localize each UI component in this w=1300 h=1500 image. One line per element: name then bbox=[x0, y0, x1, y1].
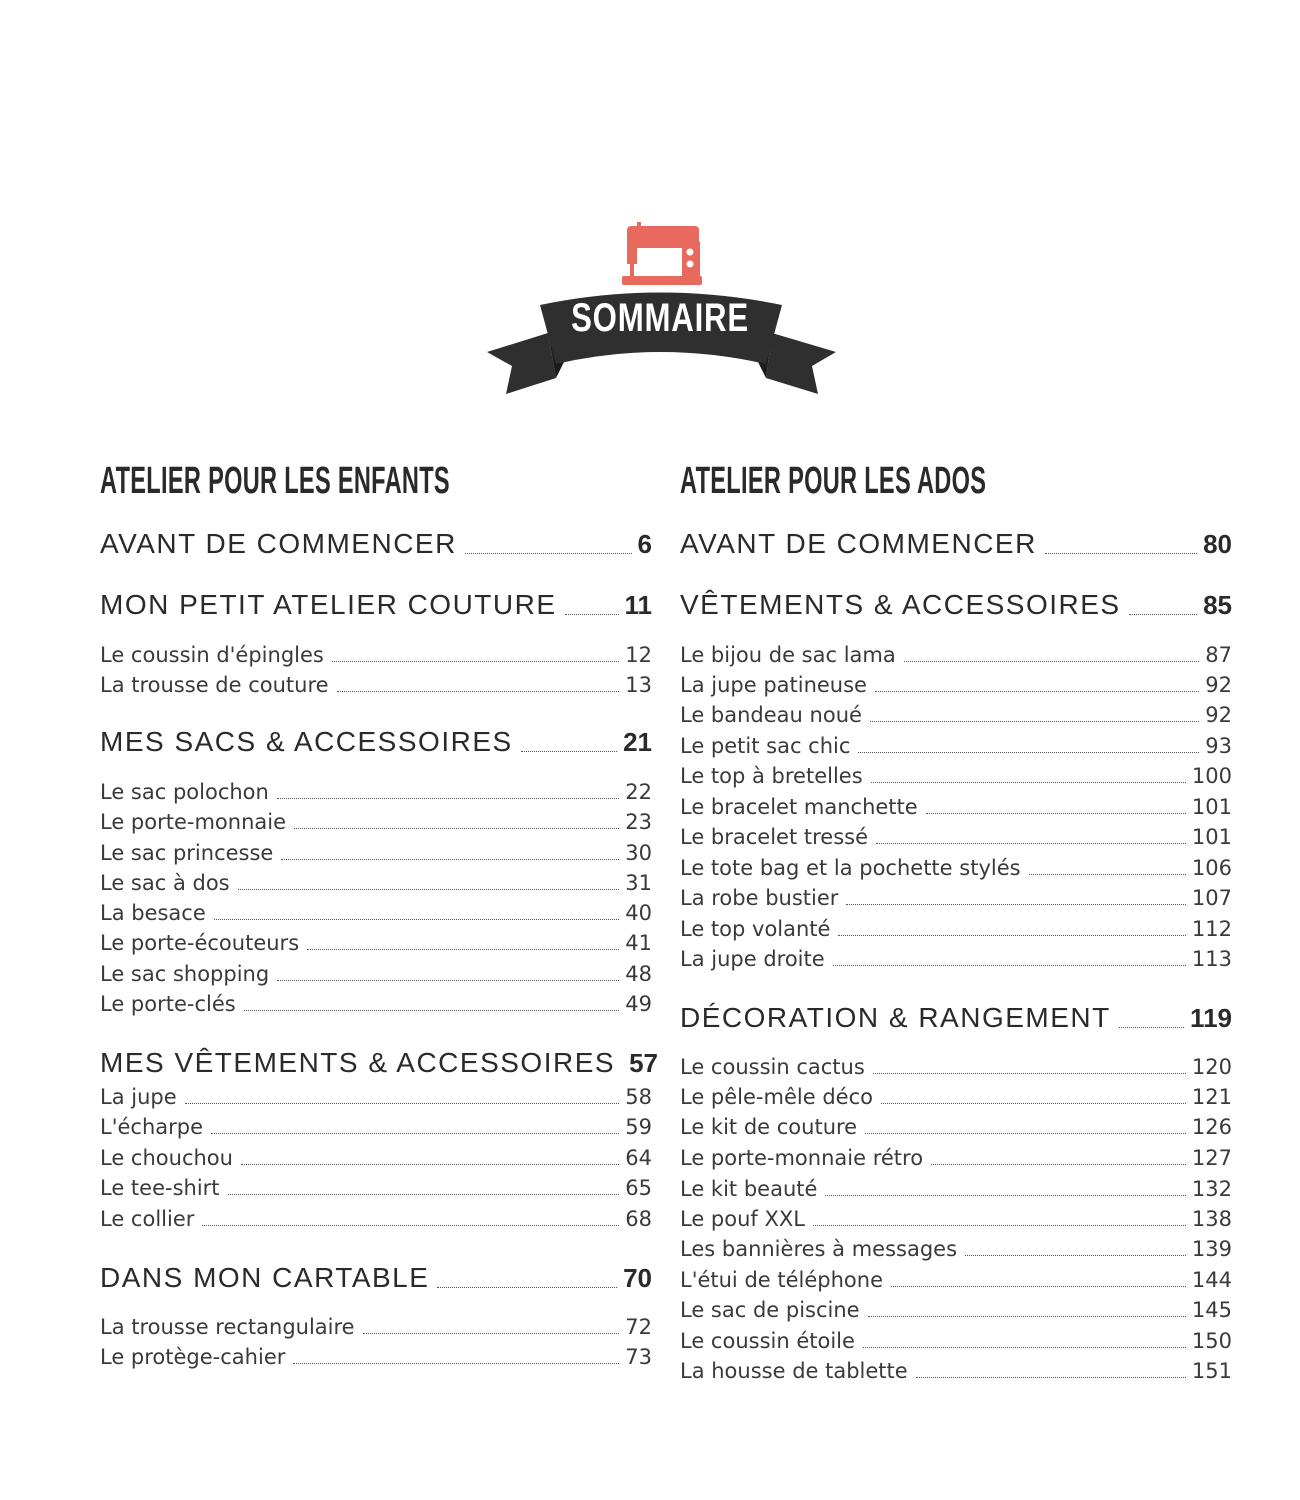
toc-item-row bbox=[680, 1266, 1232, 1294]
item-title: Le kit beauté bbox=[680, 1177, 818, 1201]
page-number: 92 bbox=[1205, 673, 1232, 697]
dot-leader bbox=[1119, 1027, 1184, 1028]
toc-item-row bbox=[680, 1235, 1232, 1263]
dot-leader bbox=[337, 691, 620, 692]
column-title: ATELIER POUR LES ENFANTS bbox=[100, 460, 450, 502]
dot-leader bbox=[926, 813, 1186, 814]
page-number: 23 bbox=[625, 810, 652, 834]
section-title: VÊTEMENTS & ACCESSOIRES bbox=[680, 589, 1121, 620]
page-number: 6 bbox=[637, 529, 652, 559]
toc-item-row bbox=[100, 671, 652, 699]
toc-item-row bbox=[680, 823, 1232, 851]
dot-leader bbox=[876, 843, 1186, 844]
dot-leader bbox=[277, 980, 619, 981]
toc-item-row bbox=[100, 899, 652, 927]
item-title: Le bracelet manchette bbox=[680, 795, 918, 819]
toc-item-row bbox=[100, 778, 652, 806]
toc-item-row bbox=[100, 1205, 652, 1233]
dot-leader bbox=[1045, 553, 1197, 554]
toc-item-row bbox=[100, 1313, 652, 1341]
item-title: Le porte-monnaie rétro bbox=[680, 1146, 924, 1170]
page-number: 40 bbox=[625, 901, 652, 925]
page-number: 101 bbox=[1191, 825, 1232, 849]
page-number: 127 bbox=[1191, 1146, 1232, 1170]
dot-leader bbox=[238, 889, 620, 890]
dot-leader bbox=[307, 949, 619, 950]
item-title: La jupe patineuse bbox=[680, 673, 867, 697]
toc-section-row bbox=[100, 1046, 658, 1080]
page-number: 58 bbox=[625, 1085, 652, 1109]
dot-leader bbox=[931, 1164, 1186, 1165]
item-title: Le coussin d'épingles bbox=[100, 643, 324, 667]
item-title: Le porte-monnaie bbox=[100, 810, 287, 834]
dot-leader bbox=[363, 1333, 620, 1334]
page-number: 21 bbox=[623, 727, 652, 757]
toc-item-row bbox=[680, 732, 1232, 760]
toc-item-row bbox=[680, 1327, 1232, 1355]
page-number: 132 bbox=[1191, 1177, 1232, 1201]
toc-item-row bbox=[680, 1144, 1232, 1172]
item-title: Le sac de piscine bbox=[680, 1298, 860, 1322]
page-number: 70 bbox=[623, 1263, 652, 1293]
page-number: 72 bbox=[625, 1315, 652, 1339]
page-number: 121 bbox=[1191, 1085, 1232, 1109]
page-number: 112 bbox=[1191, 917, 1232, 941]
toc-item-row bbox=[680, 641, 1232, 669]
page-number: 113 bbox=[1191, 947, 1232, 971]
page-number: 120 bbox=[1191, 1055, 1232, 1079]
item-title: La robe bustier bbox=[680, 886, 839, 910]
dot-leader bbox=[838, 935, 1185, 936]
dot-leader bbox=[565, 614, 619, 615]
section-title: AVANT DE COMMENCER bbox=[100, 528, 457, 559]
dot-leader bbox=[185, 1103, 620, 1104]
dot-leader bbox=[244, 1010, 620, 1011]
page-number: 151 bbox=[1191, 1359, 1232, 1383]
page-number: 139 bbox=[1191, 1237, 1232, 1261]
item-title: Le sac shopping bbox=[100, 962, 270, 986]
toc-item-row bbox=[680, 1053, 1232, 1081]
section-title: MES SACS & ACCESSOIRES bbox=[100, 726, 513, 757]
toc-column-children bbox=[100, 455, 658, 1369]
section-title: AVANT DE COMMENCER bbox=[680, 528, 1037, 559]
page-number: 85 bbox=[1203, 590, 1232, 620]
toc-item-row bbox=[680, 1113, 1232, 1141]
toc-item-row bbox=[100, 869, 652, 897]
toc-section-row bbox=[100, 588, 652, 622]
item-title: Le top à bretelles bbox=[680, 764, 863, 788]
dot-leader bbox=[833, 965, 1186, 966]
toc-item-row bbox=[100, 960, 652, 988]
item-title: Le tee-shirt bbox=[100, 1176, 220, 1200]
item-title: La housse de tablette bbox=[680, 1359, 908, 1383]
dot-leader bbox=[332, 661, 619, 662]
item-title: Le protège-cahier bbox=[100, 1345, 286, 1369]
item-title: Le kit de couture bbox=[680, 1115, 858, 1139]
toc-item-row bbox=[100, 1174, 652, 1202]
item-title: Le chouchou bbox=[100, 1146, 233, 1170]
section-title: DANS MON CARTABLE bbox=[100, 1262, 430, 1293]
dot-leader bbox=[846, 904, 1186, 905]
item-title: Le sac polochon bbox=[100, 780, 269, 804]
toc-item-row bbox=[100, 808, 652, 836]
dot-leader bbox=[881, 1103, 1186, 1104]
toc-item-row bbox=[680, 793, 1232, 821]
toc-section-row bbox=[680, 527, 1232, 561]
toc-item-row bbox=[100, 990, 652, 1018]
dot-leader bbox=[228, 1194, 620, 1195]
page-number: 68 bbox=[625, 1207, 652, 1231]
page-number: 73 bbox=[625, 1345, 652, 1369]
item-title: Le bandeau noué bbox=[680, 703, 862, 727]
toc-item-row bbox=[100, 1144, 652, 1172]
item-title: Les bannières à messages bbox=[680, 1237, 958, 1261]
item-title: La trousse de couture bbox=[100, 673, 329, 697]
page-number: 144 bbox=[1191, 1268, 1232, 1292]
page-number: 48 bbox=[625, 962, 652, 986]
dot-leader bbox=[437, 1287, 617, 1288]
item-title: La besace bbox=[100, 901, 206, 925]
toc-item-row bbox=[100, 839, 652, 867]
page-number: 41 bbox=[625, 931, 652, 955]
page-number: 138 bbox=[1191, 1207, 1232, 1231]
toc-item-row bbox=[680, 854, 1232, 882]
dot-leader bbox=[465, 553, 632, 554]
dot-leader bbox=[916, 1377, 1186, 1378]
dot-leader bbox=[875, 691, 1199, 692]
item-title: Le coussin étoile bbox=[680, 1329, 855, 1353]
toc-item-row bbox=[680, 701, 1232, 729]
item-title: Le coussin cactus bbox=[680, 1055, 865, 1079]
dot-leader bbox=[241, 1164, 619, 1165]
item-title: L'étui de téléphone bbox=[680, 1268, 883, 1292]
header-graphic bbox=[0, 0, 1300, 420]
toc-item-row bbox=[680, 1357, 1232, 1385]
toc-section-row bbox=[100, 725, 652, 759]
item-title: Le sac princesse bbox=[100, 841, 274, 865]
dot-leader bbox=[294, 828, 619, 829]
toc-item-row bbox=[100, 641, 652, 669]
page-number: 12 bbox=[625, 643, 652, 667]
dot-leader bbox=[825, 1195, 1185, 1196]
page-number: 11 bbox=[624, 590, 652, 620]
page-number: 13 bbox=[625, 673, 652, 697]
dot-leader bbox=[965, 1255, 1186, 1256]
toc-item-row bbox=[680, 945, 1232, 973]
page-number: 80 bbox=[1203, 529, 1232, 559]
dot-leader bbox=[873, 1073, 1186, 1074]
page-number: 119 bbox=[1190, 1003, 1232, 1033]
toc-section-row bbox=[680, 1001, 1232, 1035]
item-title: Le collier bbox=[100, 1207, 195, 1231]
section-title: MON PETIT ATELIER COUTURE bbox=[100, 589, 557, 620]
dot-leader bbox=[865, 1133, 1186, 1134]
page-number: 126 bbox=[1191, 1115, 1232, 1139]
page-number: 49 bbox=[625, 992, 652, 1016]
toc-item-row bbox=[680, 915, 1232, 943]
page-number: 101 bbox=[1191, 795, 1232, 819]
dot-leader bbox=[1029, 874, 1186, 875]
page-number: 87 bbox=[1205, 643, 1232, 667]
dot-leader bbox=[858, 752, 1199, 753]
dot-leader bbox=[211, 1133, 619, 1134]
toc-item-row bbox=[680, 762, 1232, 790]
page-number: 30 bbox=[625, 841, 652, 865]
dot-leader bbox=[904, 661, 1200, 662]
page-number: 31 bbox=[625, 871, 652, 895]
page-number: 59 bbox=[625, 1115, 652, 1139]
banner-title: SOMMAIRE bbox=[571, 296, 749, 340]
toc-item-row bbox=[100, 929, 652, 957]
item-title: La jupe droite bbox=[680, 947, 825, 971]
toc-item-row bbox=[680, 1205, 1232, 1233]
sewing-machine-icon bbox=[622, 222, 702, 285]
dot-leader bbox=[1129, 614, 1197, 615]
dot-leader bbox=[281, 859, 619, 860]
toc-item-row bbox=[100, 1083, 652, 1111]
toc-column-teens bbox=[680, 455, 1232, 1383]
dot-leader bbox=[891, 1286, 1186, 1287]
item-title: La trousse rectangulaire bbox=[100, 1315, 355, 1339]
dot-leader bbox=[277, 798, 619, 799]
column-title: ATELIER POUR LES ADOS bbox=[680, 460, 987, 502]
item-title: L'écharpe bbox=[100, 1115, 204, 1139]
dot-leader bbox=[863, 1347, 1186, 1348]
item-title: La jupe bbox=[100, 1085, 177, 1109]
page-number: 106 bbox=[1191, 856, 1232, 880]
item-title: Le top volanté bbox=[680, 917, 831, 941]
toc-item-row bbox=[100, 1113, 652, 1141]
page-number: 64 bbox=[625, 1146, 652, 1170]
page-number: 107 bbox=[1191, 886, 1232, 910]
toc-item-row bbox=[680, 1296, 1232, 1324]
item-title: Le porte-clés bbox=[100, 992, 236, 1016]
item-title: Le bracelet tressé bbox=[680, 825, 869, 849]
dot-leader bbox=[214, 919, 619, 920]
toc-item-row bbox=[680, 671, 1232, 699]
page-number: 150 bbox=[1191, 1329, 1232, 1353]
page-number: 100 bbox=[1191, 764, 1232, 788]
item-title: Le petit sac chic bbox=[680, 734, 851, 758]
toc-item-row bbox=[680, 884, 1232, 912]
page-number: 65 bbox=[625, 1176, 652, 1200]
dot-leader bbox=[813, 1225, 1186, 1226]
dot-leader bbox=[868, 1316, 1186, 1317]
toc-item-row bbox=[680, 1175, 1232, 1203]
page-number: 22 bbox=[625, 780, 652, 804]
toc-section-row bbox=[100, 527, 652, 561]
dot-leader bbox=[521, 751, 617, 752]
header bbox=[0, 0, 1300, 420]
item-title: Le bijou de sac lama bbox=[680, 643, 896, 667]
item-title: Le porte-écouteurs bbox=[100, 931, 300, 955]
toc-item-row bbox=[680, 1083, 1232, 1111]
page-number: 92 bbox=[1205, 703, 1232, 727]
dot-leader bbox=[871, 782, 1186, 783]
section-title: DÉCORATION & RANGEMENT bbox=[680, 1002, 1111, 1033]
item-title: Le pêle-mêle déco bbox=[680, 1085, 873, 1109]
toc-section-row bbox=[100, 1261, 652, 1295]
toc-section-row bbox=[680, 588, 1232, 622]
section-title: MES VÊTEMENTS & ACCESSOIRES bbox=[100, 1047, 616, 1078]
dot-leader bbox=[293, 1363, 619, 1364]
dot-leader bbox=[202, 1225, 619, 1226]
toc-item-row bbox=[100, 1343, 652, 1371]
page-number: 57 bbox=[629, 1048, 658, 1078]
item-title: Le tote bag et la pochette stylés bbox=[680, 856, 1021, 880]
page-number: 145 bbox=[1191, 1298, 1232, 1322]
dot-leader bbox=[870, 721, 1199, 722]
page-number: 93 bbox=[1205, 734, 1232, 758]
item-title: Le pouf XXL bbox=[680, 1207, 805, 1231]
item-title: Le sac à dos bbox=[100, 871, 230, 895]
